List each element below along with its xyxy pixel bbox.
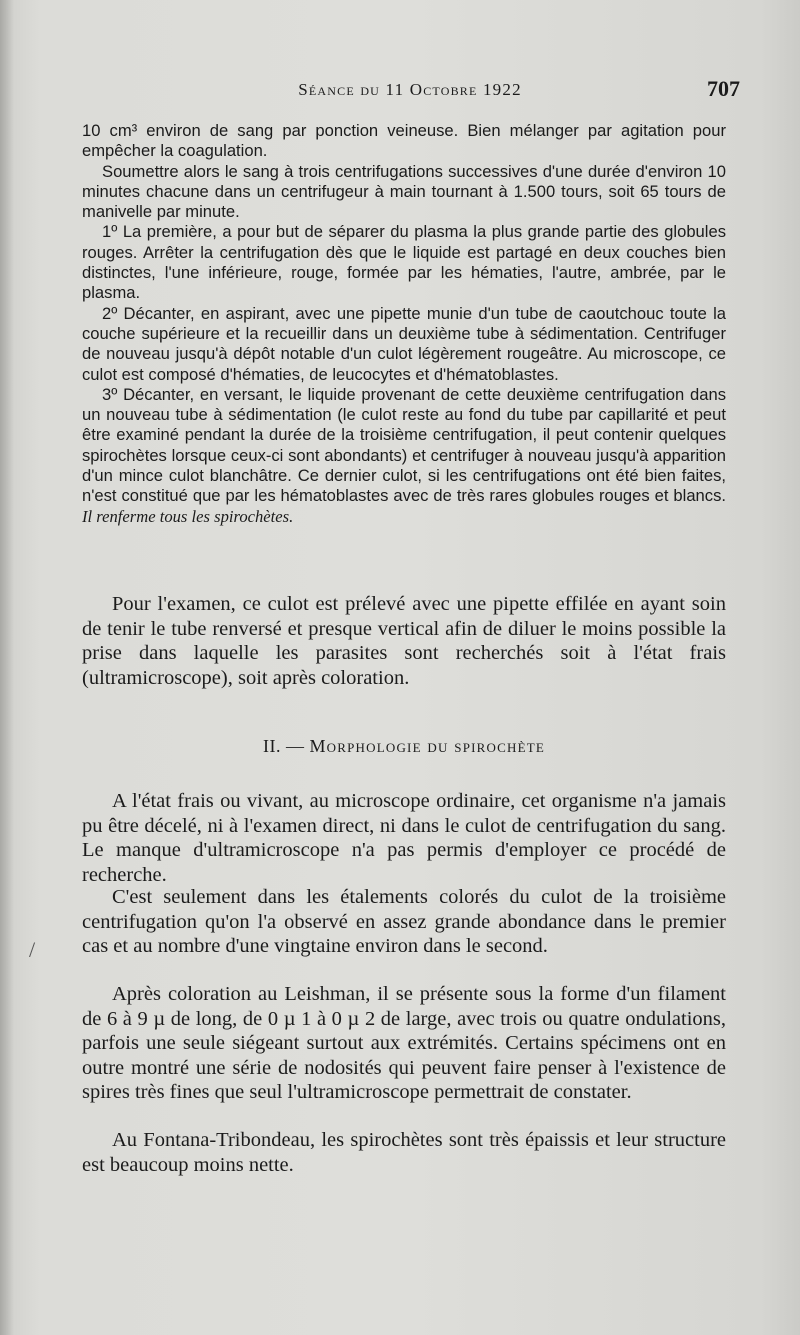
page-number: 707 <box>707 76 740 101</box>
body-paragraph: A l'état frais ou vivant, au microscope ordinaire, cet organisme n'a jamais pu être décelé, ni à l'examen direct, ni dans le culot de centrifugation du sang. Le manque d'ultramicroscope n'a pas permis d'employer ce procédé de recherche. <box>82 790 726 886</box>
protocol-step-3 <box>82 385 726 527</box>
section-heading <box>82 736 726 757</box>
margin-pencil-mark: / <box>29 937 36 962</box>
protocol-step-3-text: 3º Décanter, en versant, le liquide provenant de cette deuxième centrifugation dans un nouveau tube à sédimentation (le culot reste au fond du tube par capillarité et peut être examiné pendant la durée de la troisième centrifugation, il peut contenir quelques spirochètes lorsque ceux-ci sont abondants) et centrifuger à nouveau jusqu'à apparition d'un mince culot blanchâtre. Ce dernier culot, si les centrifugations ont été bien faites, n'est constitué que par les hématoblastes avec de très rares globules rouges et blancs. <box>82 384 726 506</box>
body-paragraph: C'est seulement dans les étalements colorés du culot de la troisième centrifugation qu'on l'a observé en assez grande abondance dans le premier cas et au nombre d'une vingtaine environ dans le second. <box>82 886 726 958</box>
protocol-step-1: 1º La première, a pour but de séparer du plasma la plus grande partie des globules rouges. Arrêter la centrifugation dès que le liquide est partagé en deux couches bien distinctes, l'une inférieure, rouge, formée par les hématies, l'autre, ambrée, par le plasma. <box>82 222 726 303</box>
body-paragraph: Après coloration au Leishman, il se présente sous la forme d'un filament de 6 à 9 µ de long, de 0 µ 1 à 0 µ 2 de large, avec trois ou quatre ondulations, parfois une seule siégeant surtout aux extrémités. Certains spécimens ont en outre montré une série de nodosités qui peuvent faire penser à l'existence de spires très fines que seul l'ultramicroscope permettrait de constater. <box>82 983 726 1104</box>
section-number: II. — <box>262 736 305 756</box>
page-header <box>80 76 740 106</box>
page-edge-shadow <box>0 0 14 1335</box>
protocol-paragraph: 10 cm³ environ de sang par ponction veineuse. Bien mélanger par agitation pour empêcher la coagulation. <box>82 121 726 161</box>
protocol-step-3-italic: Il renferme tous les spirochètes. <box>82 506 294 526</box>
protocol-small-print <box>82 121 726 527</box>
section-title: Morphologie du spirochète <box>309 736 546 756</box>
running-head: Séance du 11 Octobre 1922 <box>298 80 522 99</box>
exam-paragraph: Pour l'examen, ce culot est prélevé avec une pipette effilée en ayant soin de tenir le tube renversé et presque vertical afin de diluer le moins possible la prise dans laquelle les parasites sont recherchés soit à l'état frais (ultramicroscope), soit après coloration. <box>82 593 726 689</box>
protocol-step-2: 2º Décanter, en aspirant, avec une pipette munie d'un tube de caoutchouc toute la couche supérieure et la recueillir dans un deuxième tube à sédimentation. Centrifuger de nouveau jusqu'à dépôt notable d'un culot légèrement rougeâtre. Au microscope, ce culot est composé d'hématies, de leucocytes et d'hématoblastes. <box>82 303 726 384</box>
body-paragraph: Au Fontana-Tribondeau, les spirochètes sont très épaissis et leur structure est beaucoup moins nette. <box>82 1129 726 1176</box>
protocol-paragraph: Soumettre alors le sang à trois centrifugations successives d'une durée d'environ 10 minutes chacune dans un centrifugeur à main tournant à 1.500 tours, soit 65 tours de manivelle par minute. <box>82 161 726 222</box>
